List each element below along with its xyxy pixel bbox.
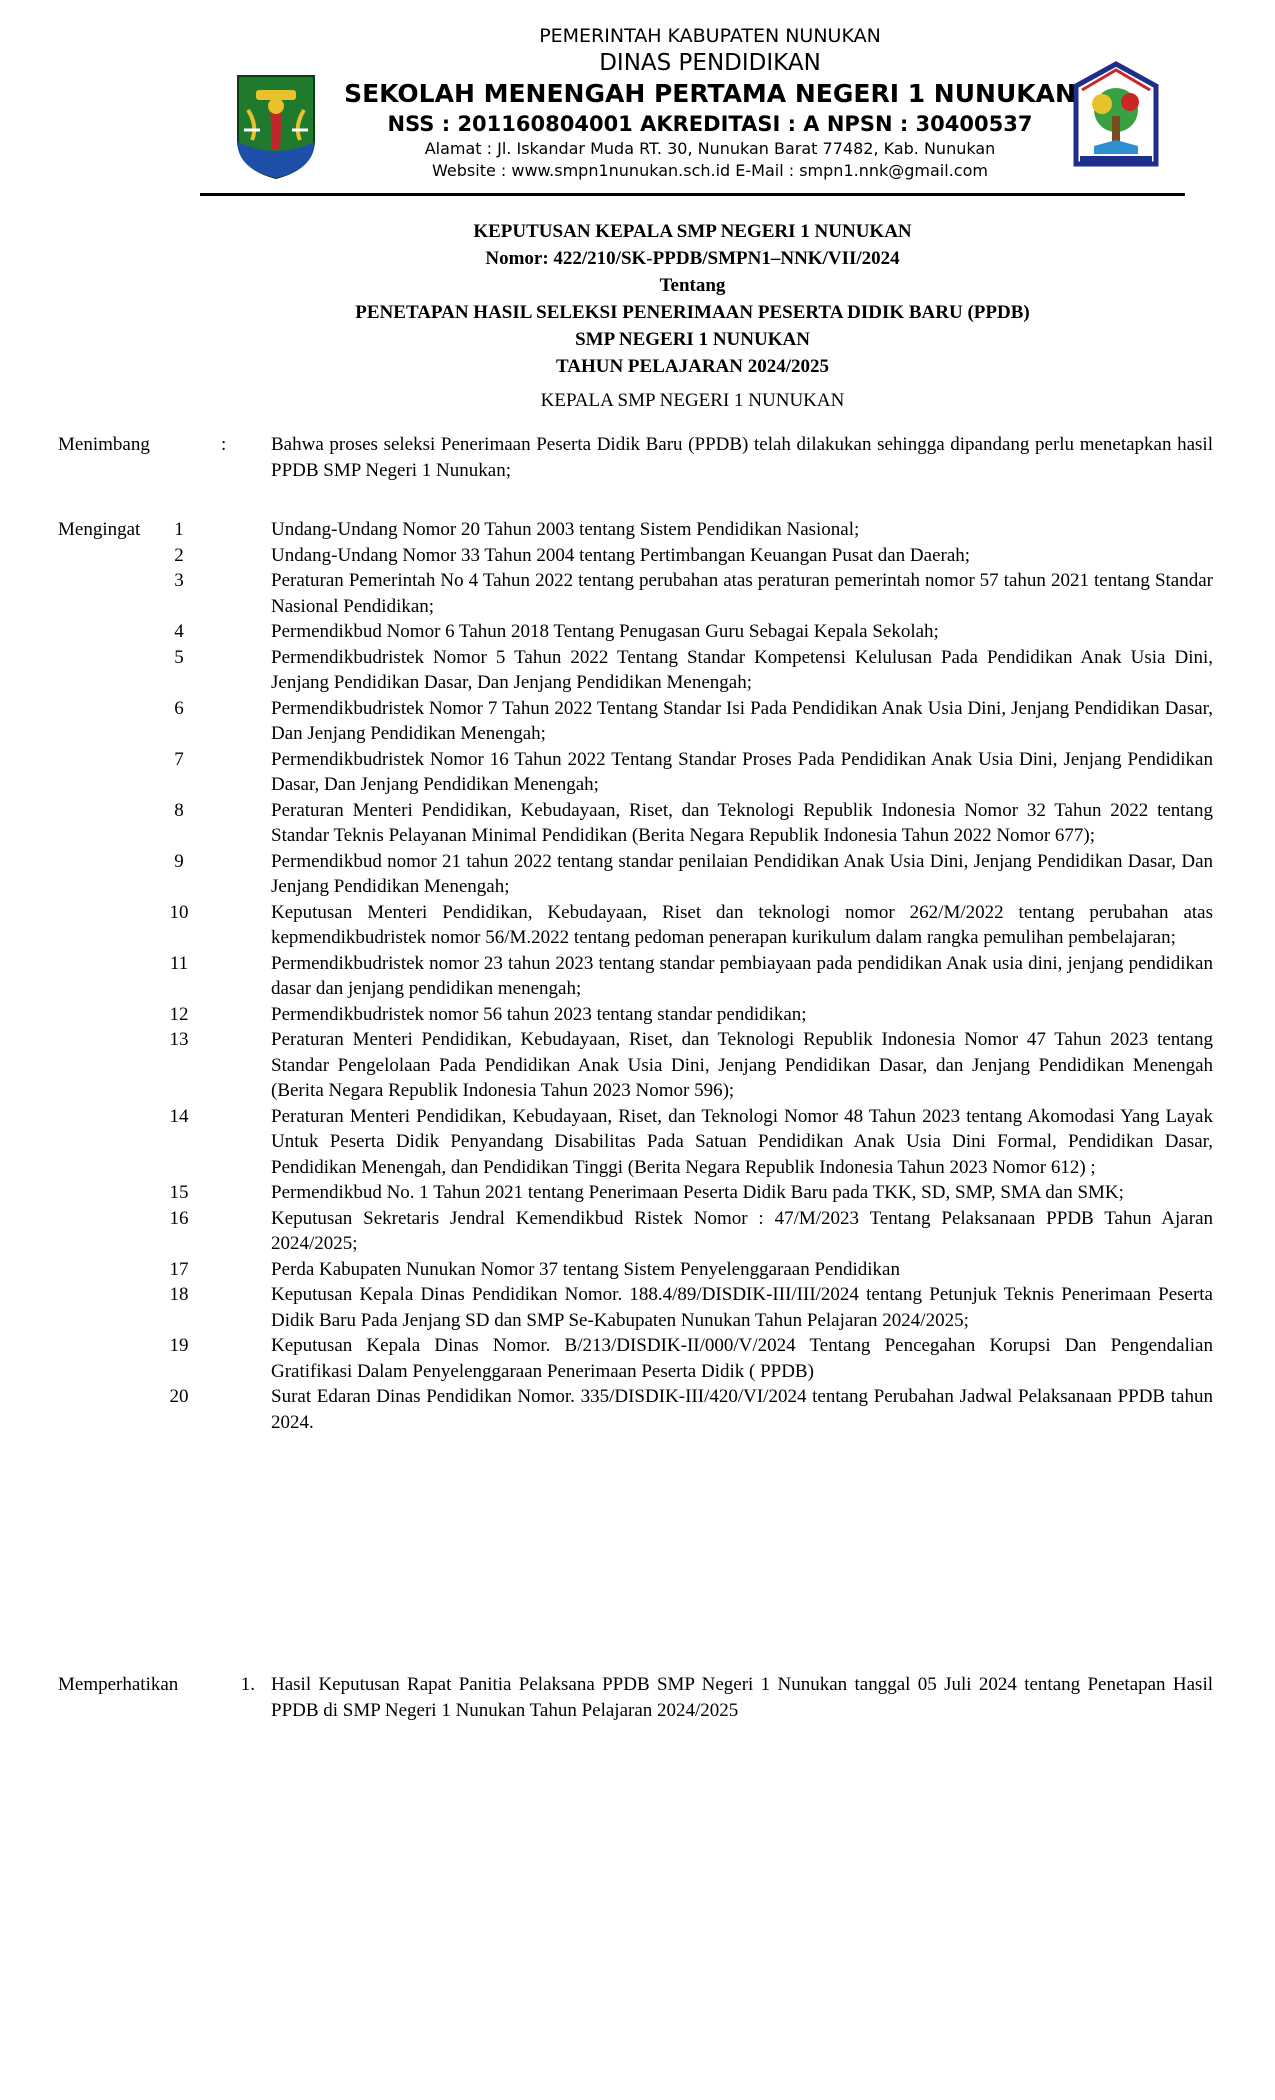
list-item [174, 568, 1213, 619]
list-item [174, 696, 1213, 747]
government-name: PEMERINTAH KABUPATEN NUNUKAN [539, 25, 881, 47]
list-item-text: Keputusan Kepala Dinas Pendidikan Nomor. 188.4/89/DISDIK-III/III/2024 tentang Petunjuk Teknis Penerimaan Peserta Didik Baru Pada Jenjang SD dan SMP Se-Kabupaten Nunukan Tahun Pelajaran 2024/2025; [271, 1284, 1213, 1331]
list-item-number: 6 [174, 697, 184, 719]
list-item [174, 798, 1213, 849]
memperhatikan-label: Memperhatikan [58, 1674, 179, 1695]
list-item-text: Permendikbud No. 1 Tahun 2021 tentang Penerimaan Peserta Didik Baru pada TKK, SD, SMP, SMA dan SMK; [271, 1182, 1124, 1203]
list-item-text: Undang-Undang Nomor 20 Tahun 2003 tentang Sistem Pendidikan Nasional; [271, 519, 860, 540]
list-item [169, 1180, 1213, 1206]
list-item-number: 18 [169, 1284, 189, 1305]
mengingat-label: Mengingat [58, 519, 141, 540]
list-item-number: 8 [174, 799, 184, 821]
list-item [169, 1104, 1213, 1181]
title-number: Nomor: 422/210/SK-PPDB/SMPN1–NNK/VII/2024 [485, 248, 900, 269]
list-item-number: 12 [169, 1003, 189, 1025]
list-item-text: Keputusan Kepala Dinas Nomor. B/213/DISDIK-II/000/V/2024 Tentang Pencegahan Korupsi Dan Pengendalian Gratifikasi Dalam Penyelenggaraan Penerimaan Peserta Didik ( PPDB) [271, 1335, 1213, 1382]
title-line-1: KEPUTUSAN KEPALA SMP NEGERI 1 NUNUKAN [473, 221, 912, 242]
list-item-number: 7 [174, 748, 184, 770]
list-item [174, 645, 1213, 696]
memperhatikan-number: 1. [240, 1674, 255, 1695]
list-item-text: Permendikbudristek nomor 56 tahun 2023 tentang standar pendidikan; [271, 1003, 807, 1025]
list-item [174, 517, 1213, 543]
school-address: Alamat : Jl. Iskandar Muda RT. 30, Nunukan Barat 77482, Kab. Nunukan [424, 139, 996, 158]
list-item-text: Permendikbud nomor 21 tahun 2022 tentang standar penilaian Pendidikan Anak Usia Dini, Jenjang Pendidikan Dasar, Dan Jenjang Pendidikan Menengah; [271, 850, 1213, 897]
agency-name: DINAS PENDIDIKAN [599, 50, 821, 76]
title-school: SMP NEGERI 1 NUNUKAN [575, 329, 810, 350]
school-name: SEKOLAH MENENGAH PERTAMA NEGERI 1 NUNUKAN [344, 79, 1076, 108]
list-item-text: Keputusan Sekretaris Jendral Kemendikbud Ristek Nomor : 47/M/2023 Tentang Pelaksanaan PPDB Tahun Ajaran 2024/2025; [271, 1207, 1213, 1254]
list-item-text: Peraturan Menteri Pendidikan, Kebudayaan, Riset, dan Teknologi Republik Indonesia Nomor 32 Tahun 2022 tentang Standar Teknis Pelayanan Minimal Pendidikan (Berita Negara Republik Indonesia Tahun 2022 Nomor 677); [271, 799, 1213, 846]
title-year: TAHUN PELAJARAN 2024/2025 [555, 356, 830, 377]
list-item-number: 17 [169, 1258, 189, 1280]
list-item-number: 5 [174, 646, 184, 668]
decree-title [200, 218, 1185, 380]
list-item [174, 619, 1213, 645]
list-item-number: 4 [174, 621, 184, 642]
list-item [174, 543, 1213, 569]
school-contact: Website : www.smpn1nunukan.sch.id E-Mail : smpn1.nnk@gmail.com [432, 161, 988, 180]
list-item [169, 1002, 1213, 1028]
list-item-text: Undang-Undang Nomor 33 Tahun 2004 tentang Pertimbangan Keuangan Pusat dan Daerah; [271, 544, 971, 566]
list-item [169, 900, 1213, 951]
list-item-number: 11 [169, 952, 189, 974]
list-item-text: Permendikbudristek Nomor 5 Tahun 2022 Tentang Standar Kompetensi Kelulusan Pada Pendidikan Anak Usia Dini, Jenjang Pendidikan Dasar, Dan Jenjang Pendidikan Menengah; [271, 646, 1213, 693]
list-item-text: Perda Kabupaten Nunukan Nomor 37 tentang Sistem Penyelenggaraan Pendidikan [271, 1258, 900, 1280]
list-item [169, 1333, 1213, 1384]
list-item [169, 1206, 1213, 1257]
list-item-number: 3 [174, 570, 184, 591]
list-item-text: Peraturan Menteri Pendidikan, Kebudayaan, Riset, dan Teknologi Nomor 48 Tahun 2023 tentang Akomodasi Yang Layak Untuk Peserta Didik Penyandang Disabilitas Pada Satuan Pendidikan Anak Usia Dini Formal, Pendidikan Dasar, Pendidikan Menengah, dan Pendidikan Tinggi (Berita Negara Republik Indonesia Tahun 2023 Nomor 612) ; [271, 1105, 1213, 1178]
list-item-text: Peraturan Menteri Pendidikan, Kebudayaan, Riset, dan Teknologi Republik Indonesia Nomor 47 Tahun 2023 tentang Standar Pengelolaan Pada Pendidikan Anak Usia Dini, Jenjang Pendidikan Dasar, dan Jenjang Pendidikan Menengah (Berita Negara Republik Indonesia Tahun 2023 Nomor 596); [271, 1029, 1213, 1101]
letterhead [300, 24, 1120, 182]
menimbang-colon: : [221, 434, 227, 455]
menimbang-label: Menimbang [58, 434, 150, 455]
list-item-text: Permendikbudristek Nomor 16 Tahun 2022 Tentang Standar Proses Pada Pendidikan Anak Usia Dini, Jenjang Pendidikan Dasar, Dan Jenjang Pendidikan Menengah; [271, 748, 1213, 795]
list-item-text: Permendikbudristek Nomor 7 Tahun 2022 Tentang Standar Isi Pada Pendidikan Anak Usia Dini, Jenjang Pendidikan Dasar, Dan Jenjang Pendidikan Menengah; [271, 697, 1213, 744]
memperhatikan-text: Hasil Keputusan Rapat Panitia Pelaksana PPDB SMP Negeri 1 Nunukan tanggal 05 Juli 2024 tentang Penetapan Hasil PPDB di SMP Negeri 1 Nunukan Tahun Pelajaran 2024/2025 [271, 1674, 1213, 1721]
list-item-text: Surat Edaran Dinas Pendidikan Nomor. 335/DISDIK-III/420/VI/2024 tentang Perubahan Jadwal Pelaksanaan PPDB tahun 2024. [271, 1386, 1213, 1433]
menimbang-text: Bahwa proses seleksi Penerimaan Peserta Didik Baru (PPDB) telah dilakukan sehingga dipandang perlu menetapkan hasil PPDB SMP Negeri 1 Nunukan; [271, 434, 1213, 481]
list-item-text: Permendikbud Nomor 6 Tahun 2018 Tentang Penugasan Guru Sebagai Kepala Sekolah; [271, 621, 939, 642]
list-item-number: 2 [174, 544, 184, 566]
list-item [169, 1282, 1213, 1333]
list-item-number: 13 [169, 1029, 189, 1050]
list-item-text: Permendikbudristek nomor 23 tahun 2023 tentang standar pembiayaan pada pendidikan Anak usia dini, jenjang pendidikan dasar dan jenjang pendidikan menengah; [271, 952, 1213, 999]
title-subject: PENETAPAN HASIL SELEKSI PENERIMAAN PESERTA DIDIK BARU (PPDB) [355, 302, 1030, 323]
list-item-number: 9 [174, 850, 184, 872]
list-item [169, 1257, 1213, 1283]
list-item-number: 14 [169, 1105, 189, 1127]
issuer-heading: KEPALA SMP NEGERI 1 NUNUKAN [540, 390, 845, 411]
list-item-number: 1 [174, 519, 184, 540]
memperhatikan-content [240, 1672, 1213, 1723]
list-item [240, 1672, 1213, 1723]
list-item [169, 1027, 1213, 1104]
list-item [169, 951, 1213, 1002]
list-item-number: 19 [169, 1335, 189, 1356]
list-item [169, 1384, 1213, 1435]
title-tentang: Tentang [659, 275, 726, 296]
list-item-number: 15 [169, 1182, 189, 1203]
school-ids: NSS : 201160804001 AKREDITASI : A NPSN : 30400537 [387, 112, 1033, 136]
mengingat-list [169, 517, 1213, 1435]
list-item-text: Keputusan Menteri Pendidikan, Kebudayaan, Riset dan teknologi nomor 262/M/2022 tentang perubahan atas kepmendikbudristek nomor 56/M.2022 tentang pedoman penerapan kurikulum dalam rangka pemulihan pembelajaran; [271, 901, 1213, 948]
list-item [174, 849, 1213, 900]
list-item [174, 747, 1213, 798]
list-item-number: 16 [169, 1207, 189, 1229]
letterhead-divider [200, 193, 1185, 196]
list-item-text: Peraturan Pemerintah No 4 Tahun 2022 tentang perubahan atas peraturan pemerintah nomor 57 tahun 2021 tentang Standar Nasional Pendidikan; [271, 570, 1213, 617]
list-item-number: 20 [169, 1386, 189, 1407]
list-item-number: 10 [169, 901, 189, 923]
